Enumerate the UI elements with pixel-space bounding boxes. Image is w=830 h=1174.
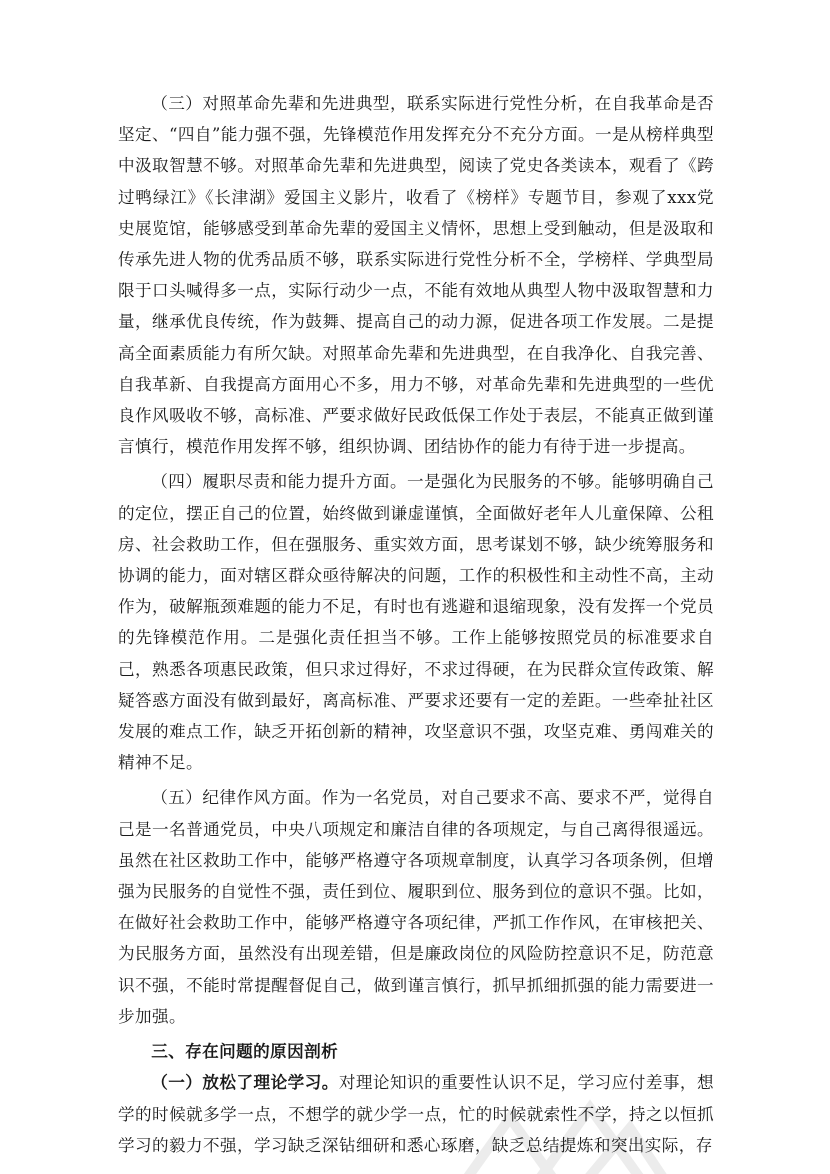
watermark-graphic: [440, 1078, 680, 1174]
document-body: [118, 88, 714, 1165]
paragraph-cause-1-body: 对理论知识的重要性认识不足，学习应付差事，想学的时候就多学一点，不想学的就少学一点，忙的时候就索性不学，持之以恒抓学习的毅力不强，学习缺乏深钻细研和悉心琢磨，缺乏总结提炼和突出实际，存: [118, 1073, 714, 1155]
paragraph-section-3: （三）对照革命先辈和先进典型，联系实际进行党性分析，在自我革命是否坚定、“四自”能力强不强，先锋模范作用发挥充分不充分方面。一是从榜样典型中汲取智慧不够。对照革命先辈和先进典型，阅读了党史各类读本，观看了《跨过鸭绿江》《长津湖》爱国主义影片，收看了《榜样》专题节目，参观了xxx党史展览馆，能够感受到革命先辈的爱国主义情怀，思想上受到触动，但是汲取和传承先进人物的优秀品质不够，联系实际进行党性分析不全，学榜样、学典型局限于口头喊得多一点，实际行动少一点，不能有效地从典型人物中汲取智慧和力量，继承优良传统，作为鼓舞、提高自己的动力源，促进各项工作发展。二是提高全面素质能力有所欠缺。对照革命先辈和先进典型，在自我净化、自我完善、自我革新、自我提高方面用心不多，用力不够，对革命先辈和先进典型的一些优良作风吸收不够，高标准、严要求做好民政低保工作处于表层，不能真正做到谨言慎行，模范作用发挥不够，组织协调、团结协作的能力有待于进一步提高。: [118, 94, 714, 457]
paragraph-section-4: （四）履职尽责和能力提升方面。一是强化为民服务的不够。能够明确自己的定位，摆正自己的位置，始终做到谦虚谨慎，全面做好老年人儿童保障、公租房、社会救助工作，但在强服务、重实效方面，思考谋划不够，缺少统筹服务和协调的能力，面对辖区群众亟待解决的问题，工作的积极性和主动性不高，主动作为，破解瓶颈难题的能力不足，有时也有逃避和退缩现象，没有发挥一个党员的先锋模范作用。二是强化责任担当不够。工作上能够按照党员的标准要求自己，熟悉各项惠民政策，但只求过得好，不求过得硬，在为民群众宣传政策、解疑答惑方面没有做到最好，离高标准、严要求还要有一定的差距。一些牵扯社区发展的难点工作，缺乏开拓创新的精神，攻坚意识不强，攻坚克难、勇闯难关的精神不足。: [118, 472, 714, 773]
paragraph-cause-1-lead: （一）放松了理论学习。: [151, 1072, 339, 1093]
paragraph-section-5: （五）纪律作风方面。作为一名党员，对自己要求不高、要求不严，觉得自己是一名普通党员，中央八项规定和廉洁自律的各项规定，与自己离得很遥远。虽然在社区救助工作中，能够严格遵守各项规章制度，认真学习各项条例，但增强为民服务的自觉性不强，责任到位、履职到位、服务到位的意识不强。比如，在做好社会救助工作中，能够严格遵守各项纪律，严抓工作作风，在审核把关、为民服务方面，虽然没有出现差错，但是廉政岗位的风险防控意识不足，防范意识不强，不能时常提醒督促自己，做到谨言慎行，抓早抓细抓强的能力需要进一步加强。: [118, 788, 714, 1026]
section-heading: 三、存在问题的原因剖析: [151, 1041, 339, 1062]
